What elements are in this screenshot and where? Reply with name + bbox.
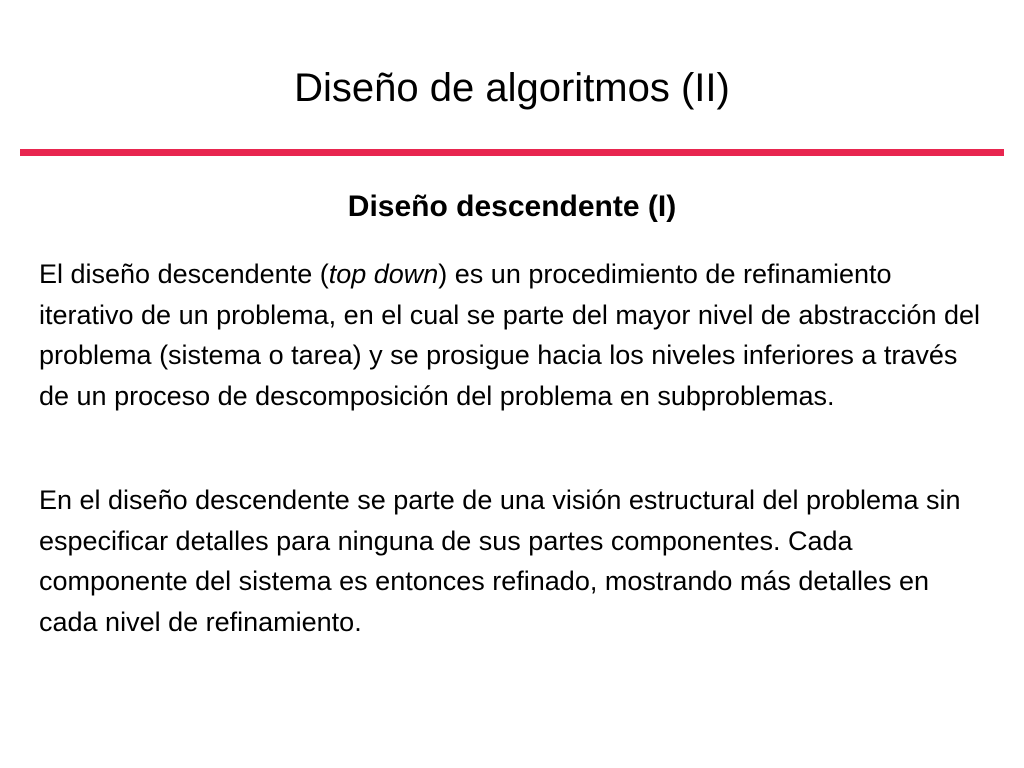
title-divider (20, 149, 1004, 156)
paragraph-structural-view: En el diseño descendente se parte de una visión estructural del problema sin especificar detalles para ninguna de sus partes componentes. Cada componente del sistema es entonces refinado, mostrando más detalles en cada nivel de refinamiento. (39, 485, 961, 637)
paragraph-1-intro: El diseño descendente ( (39, 259, 329, 289)
paragraph-1-rest: ) es un procedimiento de refinamiento iterativo de un problema, en el cual se parte del mayor nivel de abstracción del problema (sistema o tarea) y se prosigue hacia los niveles inferiores a través de un proceso de descomposición del problema en subproblemas. (39, 259, 981, 411)
paragraph-top-down-definition (39, 254, 989, 416)
slide-title: Diseño de algoritmos (II) (294, 66, 730, 110)
section-heading: Diseño descendente (I) (347, 190, 677, 223)
top-down-term: top down (328, 259, 439, 289)
